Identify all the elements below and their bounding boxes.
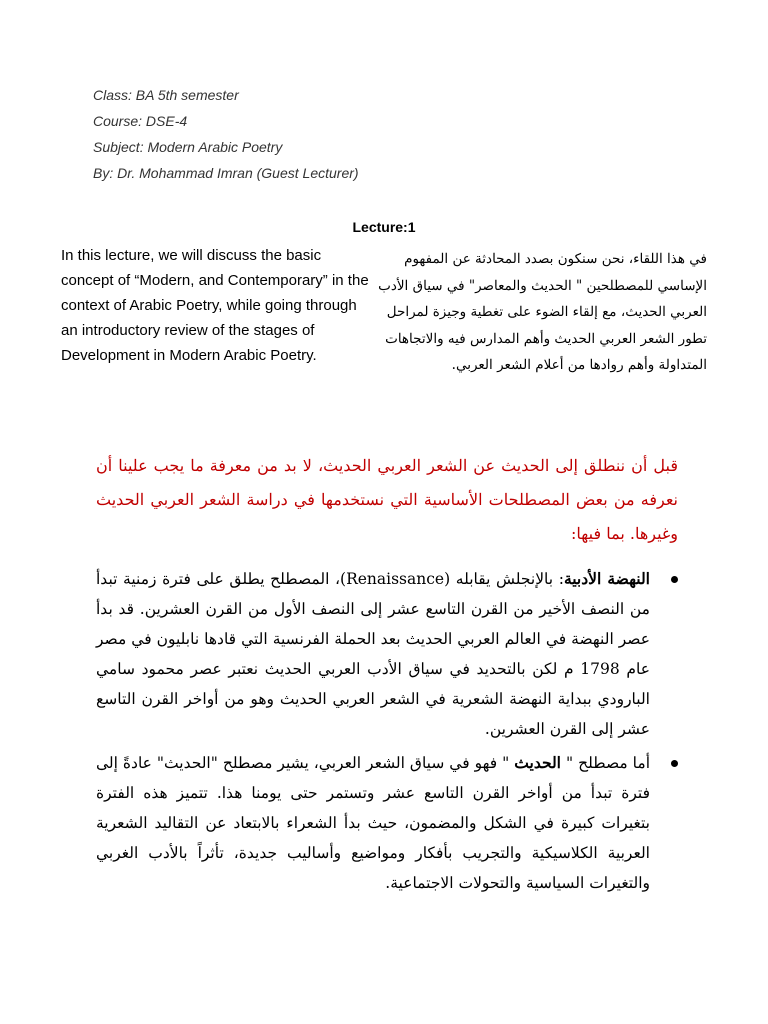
term-modern: الحديث	[514, 753, 561, 772]
subject-line: Subject: Modern Arabic Poetry	[93, 139, 283, 155]
term-renaissance: النهضة الأدبية	[563, 569, 650, 588]
class-line: Class: BA 5th semester	[93, 87, 239, 103]
intro-arabic: في هذا اللقاء، نحن سنكون بصدد المحادثة عن المفهوم الإساسي للمصطلحين " الحديث والمعاصر" في سياق الأدب العربي الحديث، مع إلقاء الضوء على تغطية وجيزة لمراحل تطور الشعر العربي الحديث وأهم المدارس فيه والاتجاهات المتداولة وأهم روادها من أعلام الشعر العربي.	[378, 251, 707, 373]
term-renaissance-text: : بالإنجلش يقابله (Renaissance)، المصطلح يطلق على فترة زمنية تبدأ من النصف الأخير من القرن التاسع عشر إلى النصف الأول من القرن العشرين. قد بدأ عصر النهضة في العالم العربي الحديث بعد الحملة الفرنسية التي قادها نابليون في مصر عام 1798 م لكن بالتحديد في سياق الأدب العربي الحديث نعتبر عصر محمود سامي البارودي ببداية النهضة الشعرية في الشعر العربي الحديث وهو من أواخر القرن التاسع عشر إلى القرن العشرين.	[96, 570, 650, 738]
list-item-renaissance	[96, 564, 678, 744]
term-modern-prefix: أما مصطلح "	[561, 754, 650, 772]
term-modern-text: " فهو في سياق الشعر العربي، يشير مصطلح "الحديث" عادةً إلى فترة تبدأ من أواخر القرن التاسع عشر وتستمر حتى يومنا هذا. تتميز هذه الفترة بتغيرات كبيرة في الشكل والمضمون، حيث بدأ الشعراء بالابتعاد عن التقاليد الشعرية العربية الكلاسيكية والتجريب بأفكار ومواضيع وأساليب جديدة، تأثراً بالأدب الغربي والتغيرات السياسية والتحولات الاجتماعية.	[96, 754, 650, 892]
course-line: Course: DSE-4	[93, 113, 188, 129]
intro-english: In this lecture, we will discuss the basic concept of “Modern, and Contemporary” in the context of Arabic Poetry, while going through an introductory review of the stages of Development in Modern Arabic Poetry.	[61, 247, 369, 364]
red-introduction-paragraph: قبل أن ننطلق إلى الحديث عن الشعر العربي الحديث، لا بد من معرفة ما يجب علينا أن نعرفه من بعض المصطلحات الأساسية التي نستخدمها في دراسة الشعر العربي الحديث وغيرها. بما فيها:	[96, 456, 678, 543]
bullet-icon	[671, 760, 678, 767]
bullet-icon	[671, 576, 678, 583]
list-item-modern	[96, 748, 678, 898]
author-line: By: Dr. Mohammad Imran (Guest Lecturer)	[93, 165, 359, 181]
terms-list	[96, 564, 678, 902]
lecture-meta	[93, 86, 359, 190]
lecture-title: Lecture:1	[352, 219, 416, 235]
